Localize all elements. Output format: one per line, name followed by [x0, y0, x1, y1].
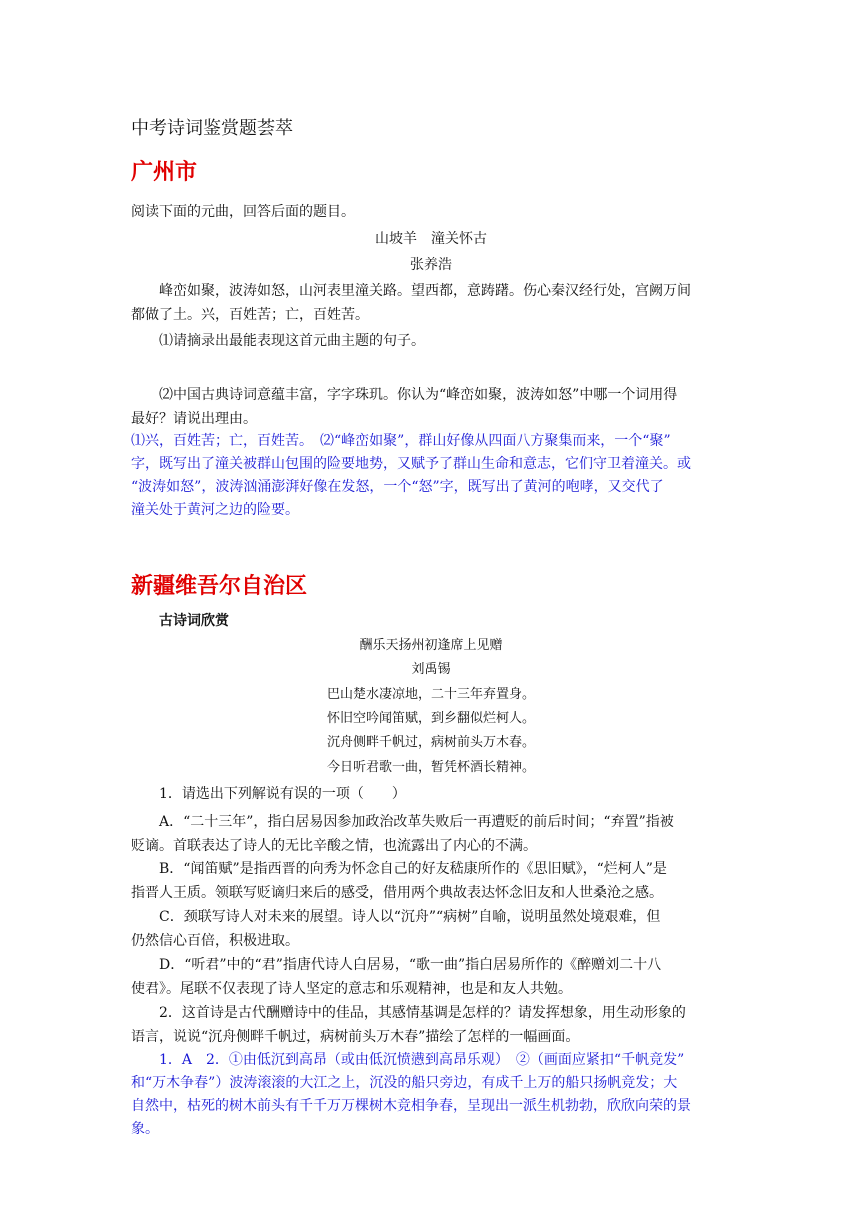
subheading: 古诗词欣赏 [159, 613, 229, 629]
poem-line: 怀旧空吟闻笛赋，到乡翻似烂柯人。 [326, 711, 535, 726]
question-1: ⑴请摘录出最能表现这首元曲主题的句子。 [159, 333, 425, 349]
intro-text: 阅读下面的元曲，回答后面的题目。 [131, 204, 355, 220]
option-b: 指晋人王质。领联写贬谪归来后的感受，借用两个典故表达怀念旧友和人世桑沧之感。 [131, 885, 663, 901]
poem-author: 刘禹锡 [411, 662, 451, 677]
document-title: 中考诗词鉴赏题荟萃 [131, 118, 293, 139]
option-c: C．颈联写诗人对未来的展望。诗人以“沉舟”“病树”自喻，说明虽然处境艰难，但 [159, 909, 661, 925]
question-2: ⑵中国古典诗词意蕴丰富，字字珠玑。你认为“峰峦如聚，波涛如怒”中哪一个词用得 [159, 387, 678, 403]
answer-text: ⑴兴，百姓苦；亡，百姓苦。 ⑵“峰峦如聚”，群山好像从四面八方聚集而来，一个“聚” [131, 433, 671, 449]
answer-text: 和“万木争春”）波涛滚滚的大江之上，沉没的船只旁边，有成千上万的船只扬帆竞发；大 [131, 1075, 678, 1091]
answer-text: 字，既写出了潼关被群山包围的险要地势，又赋予了群山生命和意志，它们守卫着潼关。或 [131, 456, 691, 472]
poem-author: 张养浩 [410, 257, 452, 273]
answer-text: 自然中，枯死的树木前头有千千万万棵树木竞相争春，呈现出一派生机勃勃，欣欣向荣的景 [131, 1098, 691, 1114]
option-a: 贬谪。首联表达了诗人的无比辛酸之情，也流露出了内心的不满。 [131, 838, 537, 854]
answer-text: 潼关处于黄河之边的险要。 [131, 502, 299, 518]
section-heading-guangzhou: 广州市 [131, 160, 198, 185]
answer-text: “波涛如怒”，波涛汹涌澎湃好像在发怒，一个“怒”字，既写出了黄河的咆哮，又交代了 [131, 479, 664, 495]
section-heading-xinjiang: 新疆维吾尔自治区 [131, 574, 308, 599]
question-1: 1．请选出下列解说有误的一项（ ） [159, 786, 406, 802]
option-d: D．“听君”中的“君”指唐代诗人白居易，“歌一曲”指白居易所作的《醉赠刘二十八 [159, 957, 662, 973]
option-b: B．“闻笛赋”是指西晋的向秀为怀念自己的好友嵇康所作的《思旧赋》，“烂柯人”是 [159, 861, 667, 877]
option-d: 使君》。尾联不仅表现了诗人坚定的意志和乐观精神，也是和友人共勉。 [131, 981, 572, 997]
poem-title: 酬乐天扬州初逢席上见赠 [359, 638, 503, 653]
poem-line: 巴山楚水凄凉地，二十三年弃置身。 [326, 687, 535, 702]
answer-text: 1．A 2．①由低沉到高昂（或由低沉愤懑到高昂乐观） ②（画面应紧扣“千帆竞发” [159, 1052, 685, 1068]
poem-text: 都做了土。兴，百姓苦；亡，百姓苦。 [131, 307, 369, 323]
question-2: 语言，说说“沉舟侧畔千帆过，病树前头万木春”描绘了怎样的一幅画面。 [131, 1029, 580, 1045]
question-2: 最好？请说出理由。 [131, 411, 257, 427]
poem-line: 沉舟侧畔千帆过，病树前头万木春。 [326, 735, 535, 750]
option-a: A．“二十三年”，指白居易因参加政治改革失败后一再遭贬的前后时间；“弃置”指被 [159, 814, 674, 830]
poem-line: 今日听君歌一曲，暂凭杯酒长精神。 [326, 760, 535, 775]
poem-text: 峰峦如聚，波涛如怒，山河表里潼关路。望西都，意踌躇。伤心秦汉经行处，宫阙万间 [159, 283, 691, 299]
option-c: 仍然信心百倍，积极进取。 [131, 933, 299, 949]
answer-text: 象。 [131, 1121, 159, 1137]
question-2: 2．这首诗是古代酬赠诗中的佳品，其感情基调是怎样的？请发挥想象，用生动形象的 [159, 1005, 686, 1021]
poem-title: 山坡羊 潼关怀古 [375, 231, 487, 247]
